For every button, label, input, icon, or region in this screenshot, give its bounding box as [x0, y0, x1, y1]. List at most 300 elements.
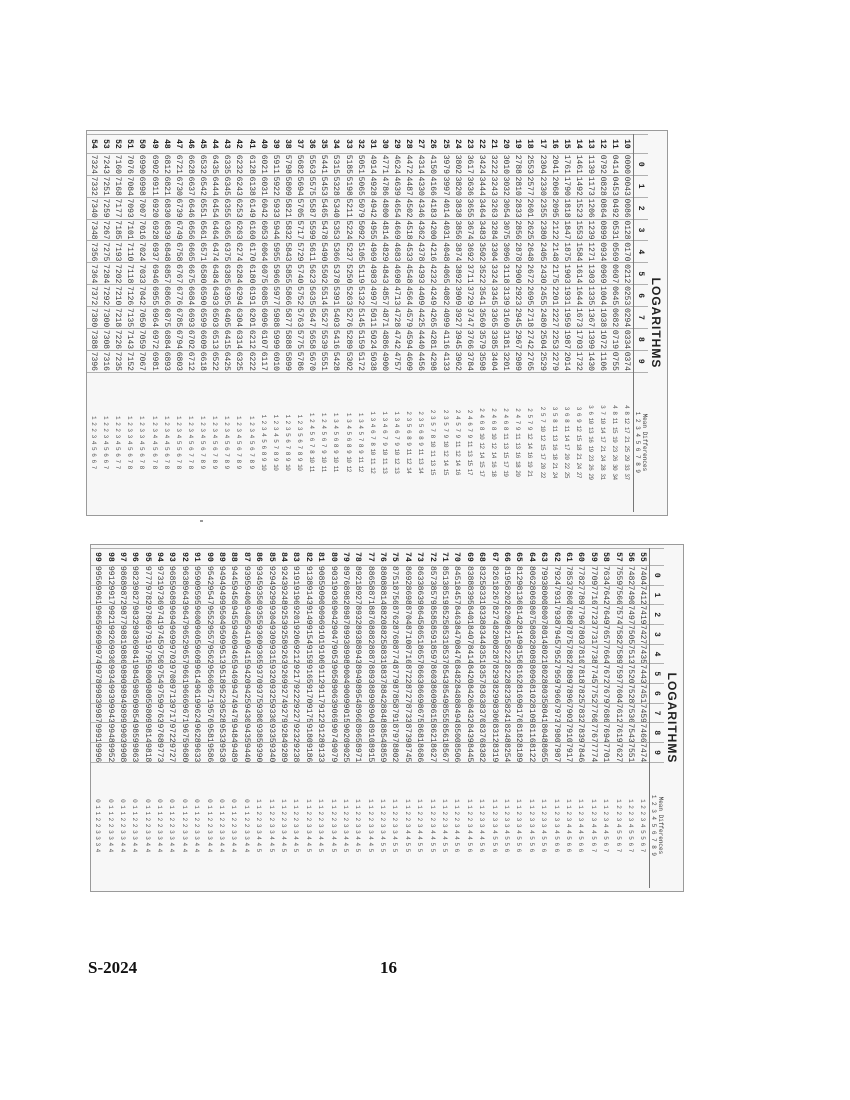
log-value: 8254: [502, 743, 512, 763]
log-value: 8513: [440, 565, 450, 586]
mean-difference-values: 0 1 1 2 2 3 3 4 4: [203, 762, 215, 888]
row-number: 30: [378, 135, 390, 154]
log-value: 7505: [625, 625, 635, 645]
scan-speck: [200, 520, 203, 522]
log-value: 8633: [415, 565, 425, 586]
log-value: 9058: [328, 664, 338, 684]
log-value: 8401: [464, 605, 474, 625]
column-header: 4: [634, 241, 649, 263]
log-value: 3874: [452, 242, 462, 262]
log-value: 3424: [476, 154, 486, 174]
mean-difference-values: 1 3 4 5 6 8 9 10 11: [330, 372, 342, 512]
log-value: 5403: [331, 307, 341, 328]
log-value: 8791: [390, 703, 400, 723]
log-value: 3181: [501, 329, 511, 350]
log-value: 9930: [105, 644, 115, 664]
log-value: 6484: [210, 264, 220, 284]
log-value: 7789: [576, 585, 586, 605]
log-value: 8235: [502, 684, 512, 704]
log-value: 8109: [526, 703, 536, 723]
log-value: 6884: [161, 329, 171, 350]
log-value: 5563: [307, 154, 317, 174]
column-header: 6: [650, 684, 665, 704]
log-value: 7202: [113, 264, 123, 284]
table-row: [575, 549, 587, 889]
log-value: 3139: [501, 286, 511, 306]
log-value: 7135: [125, 307, 135, 328]
log-value: 8136: [514, 585, 524, 605]
log-value: 4362: [416, 220, 426, 240]
row-number: 52: [112, 135, 124, 154]
log-value: 2068: [549, 176, 559, 196]
log-value: 8938: [353, 625, 363, 645]
row-number: 16: [548, 135, 560, 154]
log-value: 7235: [113, 351, 123, 371]
log-value: 7267: [101, 220, 111, 240]
log-value: 8142: [514, 605, 524, 625]
log-value: 8927: [353, 585, 363, 605]
table-row: [512, 135, 524, 513]
log-value: 7251: [101, 176, 111, 196]
log-value: 9289: [278, 743, 288, 763]
row-number: 20: [500, 135, 512, 154]
row-number: 11: [609, 135, 621, 154]
row-number: 72: [426, 549, 438, 566]
log-value: 3674: [464, 220, 474, 240]
log-value: 8910: [365, 723, 375, 743]
log-value: 0755: [610, 351, 620, 371]
log-value: 6232: [234, 154, 244, 174]
log-value: 2577: [525, 176, 535, 196]
log-value: 6042: [258, 198, 268, 218]
log-value: 5366: [331, 242, 341, 262]
row-number: 21: [488, 135, 500, 154]
log-value: 7419: [637, 605, 650, 625]
log-value: 9542: [204, 565, 214, 586]
log-value: 3365: [489, 307, 499, 328]
log-value: 5024: [367, 329, 377, 350]
log-value: 4594: [404, 329, 414, 350]
log-value: 6294: [234, 286, 244, 306]
log-value: 9186: [303, 743, 313, 763]
log-value: 5955: [270, 242, 280, 262]
log-value: 6375: [222, 242, 232, 262]
log-value: 4232: [428, 264, 438, 284]
log-value: 4166: [428, 176, 438, 196]
log-value: 7316: [101, 351, 111, 371]
mean-difference-values: 0 1 1 2 2 3 3 4 4: [240, 762, 252, 888]
log-value: 9279: [278, 703, 288, 723]
log-value: 4346: [416, 198, 426, 218]
log-value: 8567: [440, 743, 450, 763]
mean-difference-values: 0 1 1 2 2 3 3 4 4: [228, 762, 240, 888]
table-row: [124, 135, 136, 513]
log-value: 7868: [563, 605, 573, 625]
log-value: 4150: [428, 154, 438, 174]
row-number: 98: [104, 549, 116, 566]
log-value: 2967: [513, 329, 523, 350]
row-number: 69: [463, 549, 475, 566]
log-value: 3820: [452, 176, 462, 196]
log-value: 8943: [353, 644, 363, 664]
log-value: 1239: [586, 220, 596, 240]
log-value: 7782: [576, 565, 586, 586]
log-value: 8048: [539, 723, 549, 743]
log-value: 3385: [489, 329, 499, 350]
log-value: 5933: [270, 198, 280, 218]
log-table-rotated-1: [90, 134, 664, 512]
log-value: 7177: [113, 198, 123, 218]
mean-difference-values: 1 2 3 4 5 6 8 9 10: [257, 372, 269, 512]
log-value: 6284: [234, 264, 244, 284]
log-value: 4713: [392, 286, 402, 306]
log-value: 5670: [307, 351, 317, 371]
log-value: 9325: [266, 684, 276, 704]
log-value: 8797: [390, 723, 400, 743]
log-value: 6532: [198, 154, 208, 174]
log-value: 9791: [142, 625, 152, 645]
log-value: 9983: [93, 684, 103, 704]
log-value: 4786: [379, 176, 389, 196]
log-value: 9315: [266, 644, 276, 664]
mean-difference-values: 1 2 3 4 4 5 6 7 8: [148, 372, 160, 512]
log-value: 9435: [241, 723, 251, 743]
log-value: 9340: [266, 743, 276, 763]
log-value: 5340: [331, 198, 341, 218]
log-value: 8820: [378, 605, 388, 625]
mean-difference-values: 1 2 2 3 4 5 6 6 7: [100, 372, 112, 512]
log-value: 5441: [319, 154, 329, 174]
log-value: 8325: [477, 565, 487, 586]
log-value: 5038: [367, 351, 377, 371]
log-value: 2405: [537, 242, 547, 262]
log-value: 8293: [489, 664, 499, 684]
log-value: 9180: [303, 723, 313, 743]
log-value: 5752: [295, 286, 305, 306]
mean-difference-values: 1 3 4 5 6 8 9 10 12: [342, 372, 354, 512]
log-value: 8445: [464, 743, 474, 763]
log-value: 9217: [291, 664, 301, 684]
log-value: 5328: [331, 176, 341, 196]
mean-difference-values: 0 1 1 2 2 3 3 4 4: [191, 762, 203, 888]
table-row: [141, 549, 153, 889]
log-value: 9868: [117, 565, 127, 586]
log-value: 7259: [101, 198, 111, 218]
log-value: 9074: [328, 723, 338, 743]
log-value: 4281: [428, 329, 438, 350]
row-number: 65: [513, 549, 525, 566]
log-value: 1931: [561, 286, 571, 306]
log-value: 6628: [185, 154, 195, 174]
log-value: 6542: [198, 176, 208, 196]
log-value: 8122: [526, 743, 536, 763]
row-number: 41: [245, 135, 257, 154]
mean-difference-values: 4 8 12 17 21 25 29 33 37: [621, 372, 634, 512]
log-value: 9996: [93, 743, 103, 763]
log-value: 3784: [464, 351, 474, 371]
log-value: 6964: [149, 307, 159, 328]
log-value: 1139: [586, 154, 596, 174]
table-row: [488, 549, 500, 889]
log-value: 4843: [379, 264, 389, 284]
row-number: 42: [233, 135, 245, 154]
log-value: 7875: [563, 625, 573, 645]
log-value: 9069: [328, 703, 338, 723]
log-value: 5237: [343, 242, 353, 262]
log-value: 5899: [282, 351, 292, 371]
row-number: 79: [339, 549, 351, 566]
row-number: 17: [536, 135, 548, 154]
log-value: 9647: [179, 605, 189, 625]
log-value: 9609: [192, 644, 202, 664]
log-value: 4183: [428, 198, 438, 218]
log-value: 9170: [303, 684, 313, 704]
log-value: 5740: [295, 264, 305, 284]
mean-difference-values: 1 1 2 3 3 4 5 5 6: [537, 762, 549, 888]
log-value: 9206: [291, 625, 301, 645]
mean-difference-values: 1 1 2 3 4 4 5 6 7: [587, 762, 599, 888]
log-value: 9420: [241, 664, 251, 684]
table-row: [621, 135, 634, 513]
log-value: 8893: [365, 664, 375, 684]
log-value: 2718: [525, 307, 535, 328]
row-number: 45: [197, 135, 209, 154]
log-value: 6920: [149, 198, 159, 218]
log-value: 8998: [340, 644, 350, 664]
log-value: 9499: [217, 585, 227, 605]
log-value: 5132: [355, 286, 365, 306]
log-value: 4298: [428, 351, 438, 371]
log-value: 8627: [427, 743, 437, 763]
log-value: 9708: [167, 664, 177, 684]
row-number: 18: [524, 135, 536, 154]
table-row: [513, 549, 525, 889]
log-value: 9814: [142, 723, 152, 743]
row-number: 13: [585, 135, 597, 154]
log-value: 8274: [489, 605, 499, 625]
log-value: 3636: [464, 176, 474, 196]
log-value: 4200: [428, 220, 438, 240]
log-value: 5623: [307, 264, 317, 284]
log-value: 9741: [155, 605, 165, 625]
mean-difference-values: 1 1 2 3 3 4 5 5 6: [500, 762, 512, 888]
log-value: 8785: [390, 684, 400, 704]
log-value: 7774: [588, 743, 598, 763]
log-value: 7308: [101, 329, 111, 350]
log-value: 8692: [402, 565, 412, 586]
log-table: [87, 134, 648, 512]
mean-difference-values: 1 1 2 3 4 4 5 6 6: [575, 762, 587, 888]
log-value: 7490: [625, 585, 635, 605]
log-value: 8727: [402, 684, 412, 704]
log-value: 7110: [125, 242, 135, 262]
log-value: 4914: [367, 154, 377, 174]
table-row: [536, 135, 548, 513]
log-value: 5855: [282, 264, 292, 284]
log-value: 6739: [173, 198, 183, 218]
log-value: 1430: [586, 351, 596, 371]
log-value: 7226: [113, 329, 123, 350]
log-value: 2648: [525, 242, 535, 262]
row-number: 90: [203, 549, 215, 566]
row-number: 33: [342, 135, 354, 154]
log-value: 9547: [204, 585, 214, 605]
log-value: 8722: [402, 664, 412, 684]
log-value: 8451: [452, 565, 462, 586]
table-header-row: [634, 135, 649, 513]
log-value: 4393: [416, 264, 426, 284]
column-header: 1: [650, 585, 665, 605]
mean-difference-values: 2 3 5 6 8 9 11 13 14: [415, 372, 427, 512]
table-row: [91, 549, 103, 889]
log-value: 7896: [563, 684, 573, 704]
log-value: 0792: [598, 154, 608, 174]
log-value: 8062: [526, 565, 536, 586]
row-number: 86: [253, 549, 265, 566]
log-value: 5145: [355, 307, 365, 328]
log-value: 6365: [222, 220, 232, 240]
log-value: 9258: [278, 625, 288, 645]
log-value: 9284: [278, 723, 288, 743]
log-value: 9703: [167, 644, 177, 664]
row-number: 88: [228, 549, 240, 566]
log-value: 5514: [319, 286, 329, 306]
log-value: 8663: [415, 664, 425, 684]
log-value: 6794: [173, 329, 183, 350]
row-number: 59: [587, 549, 599, 566]
log-value: 2765: [525, 351, 535, 371]
log-value: 0645: [610, 286, 620, 306]
mean-difference-values: 2 3 5 6 8 9 11 12 14: [403, 372, 415, 512]
log-value: 7945: [551, 625, 561, 645]
log-value: 9518: [217, 664, 227, 684]
log-value: 9890: [117, 664, 127, 684]
mean-difference-values: 1 1 2 2 3 3 4 4 5: [290, 762, 302, 888]
log-value: 8751: [390, 565, 400, 586]
log-value: 8543: [440, 664, 450, 684]
table-row: [228, 549, 240, 889]
log-value: 4133: [440, 351, 450, 371]
log-value: 5832: [282, 220, 292, 240]
table-row: [277, 549, 289, 889]
log-value: 7412: [637, 585, 650, 605]
log-value: 9036: [328, 585, 338, 605]
log-value: 5105: [355, 242, 365, 262]
log-value: 7084: [125, 176, 135, 196]
mean-difference-values: 1 1 2 2 3 4 4 5 5: [438, 762, 450, 888]
log-value: 1367: [586, 307, 596, 328]
mean-difference-values: 0 1 1 2 2 3 3 4 4: [153, 762, 165, 888]
log-value: 2279: [549, 351, 559, 371]
log-value: 3404: [489, 351, 499, 371]
row-number: 57: [612, 549, 624, 566]
log-value: 6085: [258, 286, 268, 306]
log-value: 7559: [613, 565, 623, 586]
log-value: 7404: [637, 565, 650, 585]
log-value: 9956: [93, 565, 103, 586]
log-value: 9445: [229, 565, 239, 586]
row-number: 80: [327, 549, 339, 566]
log-value: 7275: [101, 242, 111, 262]
log-value: 3655: [464, 198, 474, 218]
log-value: 7364: [88, 264, 98, 284]
log-value: 9717: [167, 703, 177, 723]
log-value: 3838: [452, 198, 462, 218]
row-number: 53: [100, 135, 112, 154]
log-value: 1523: [573, 198, 583, 218]
log-value: 8825: [378, 625, 388, 645]
log-value: 3892: [452, 264, 462, 284]
log-value: 6561: [198, 220, 208, 240]
log-value: 0828: [598, 176, 608, 196]
log-value: 4900: [379, 351, 389, 371]
log-value: 1173: [586, 176, 596, 196]
log-value: 7126: [125, 286, 135, 306]
log-value: 6031: [258, 176, 268, 196]
log-value: 1584: [573, 242, 583, 262]
log-value: 3304: [489, 242, 499, 262]
mean-difference-values: 1 2 3 4 5 5 6 7 8: [172, 372, 184, 512]
table-row: [415, 135, 427, 513]
log-value: 1847: [561, 220, 571, 240]
log-value: 9786: [142, 605, 152, 625]
log-value: 7853: [563, 565, 573, 586]
log-value: 7679: [601, 684, 611, 704]
log-value: 8014: [539, 625, 549, 645]
table-row: [265, 549, 277, 889]
log-value: 3579: [476, 329, 486, 350]
table-row: [290, 549, 302, 889]
log-value: 9484: [229, 723, 239, 743]
log-value: 2529: [537, 351, 547, 371]
log-value: 9489: [229, 743, 239, 763]
log-value: 4502: [404, 198, 414, 218]
log-value: 8041: [539, 703, 549, 723]
log-value: 4314: [416, 154, 426, 174]
log-value: 7284: [101, 264, 111, 284]
table-row: [172, 135, 184, 513]
row-number: 60: [575, 549, 587, 566]
log-value: 9133: [316, 743, 326, 763]
log-value: 5705: [295, 198, 305, 218]
row-number: 63: [537, 549, 549, 566]
mean-difference-values: 1 2 3 4 5 6 7 8 9: [221, 372, 233, 512]
log-value: 7193: [113, 242, 123, 262]
log-value: 7459: [637, 703, 650, 723]
mean-difference-values: 1 2 3 4 5 6 7 8 9: [233, 372, 245, 512]
log-value: 3263: [489, 198, 499, 218]
mean-difference-values: 0 1 1 2 2 3 3 4 4: [215, 762, 227, 888]
log-value: 8675: [415, 703, 425, 723]
log-value: 7356: [88, 242, 98, 262]
log-value: 5611: [307, 242, 317, 262]
log-value: 4518: [404, 220, 414, 240]
mean-difference-values: 3 5 8 11 13 16 18 21 24: [548, 372, 560, 512]
log-value: 7292: [101, 286, 111, 306]
mean-difference-values: 2 3 5 7 9 10 12 14 15: [439, 372, 451, 512]
log-value: 8657: [415, 644, 425, 664]
log-value: 6444: [210, 176, 220, 196]
row-number: 51: [124, 135, 136, 154]
log-value: 8319: [489, 743, 499, 763]
log-value: 7551: [625, 743, 635, 763]
mean-difference-values: 1 1 2 2 3 3 4 4 5: [327, 762, 339, 888]
row-number: 25: [439, 135, 451, 154]
log-value: 5966: [270, 264, 280, 284]
log-value: 8116: [526, 723, 536, 743]
log-value: 6335: [222, 154, 232, 174]
log-value: 3617: [464, 154, 474, 174]
